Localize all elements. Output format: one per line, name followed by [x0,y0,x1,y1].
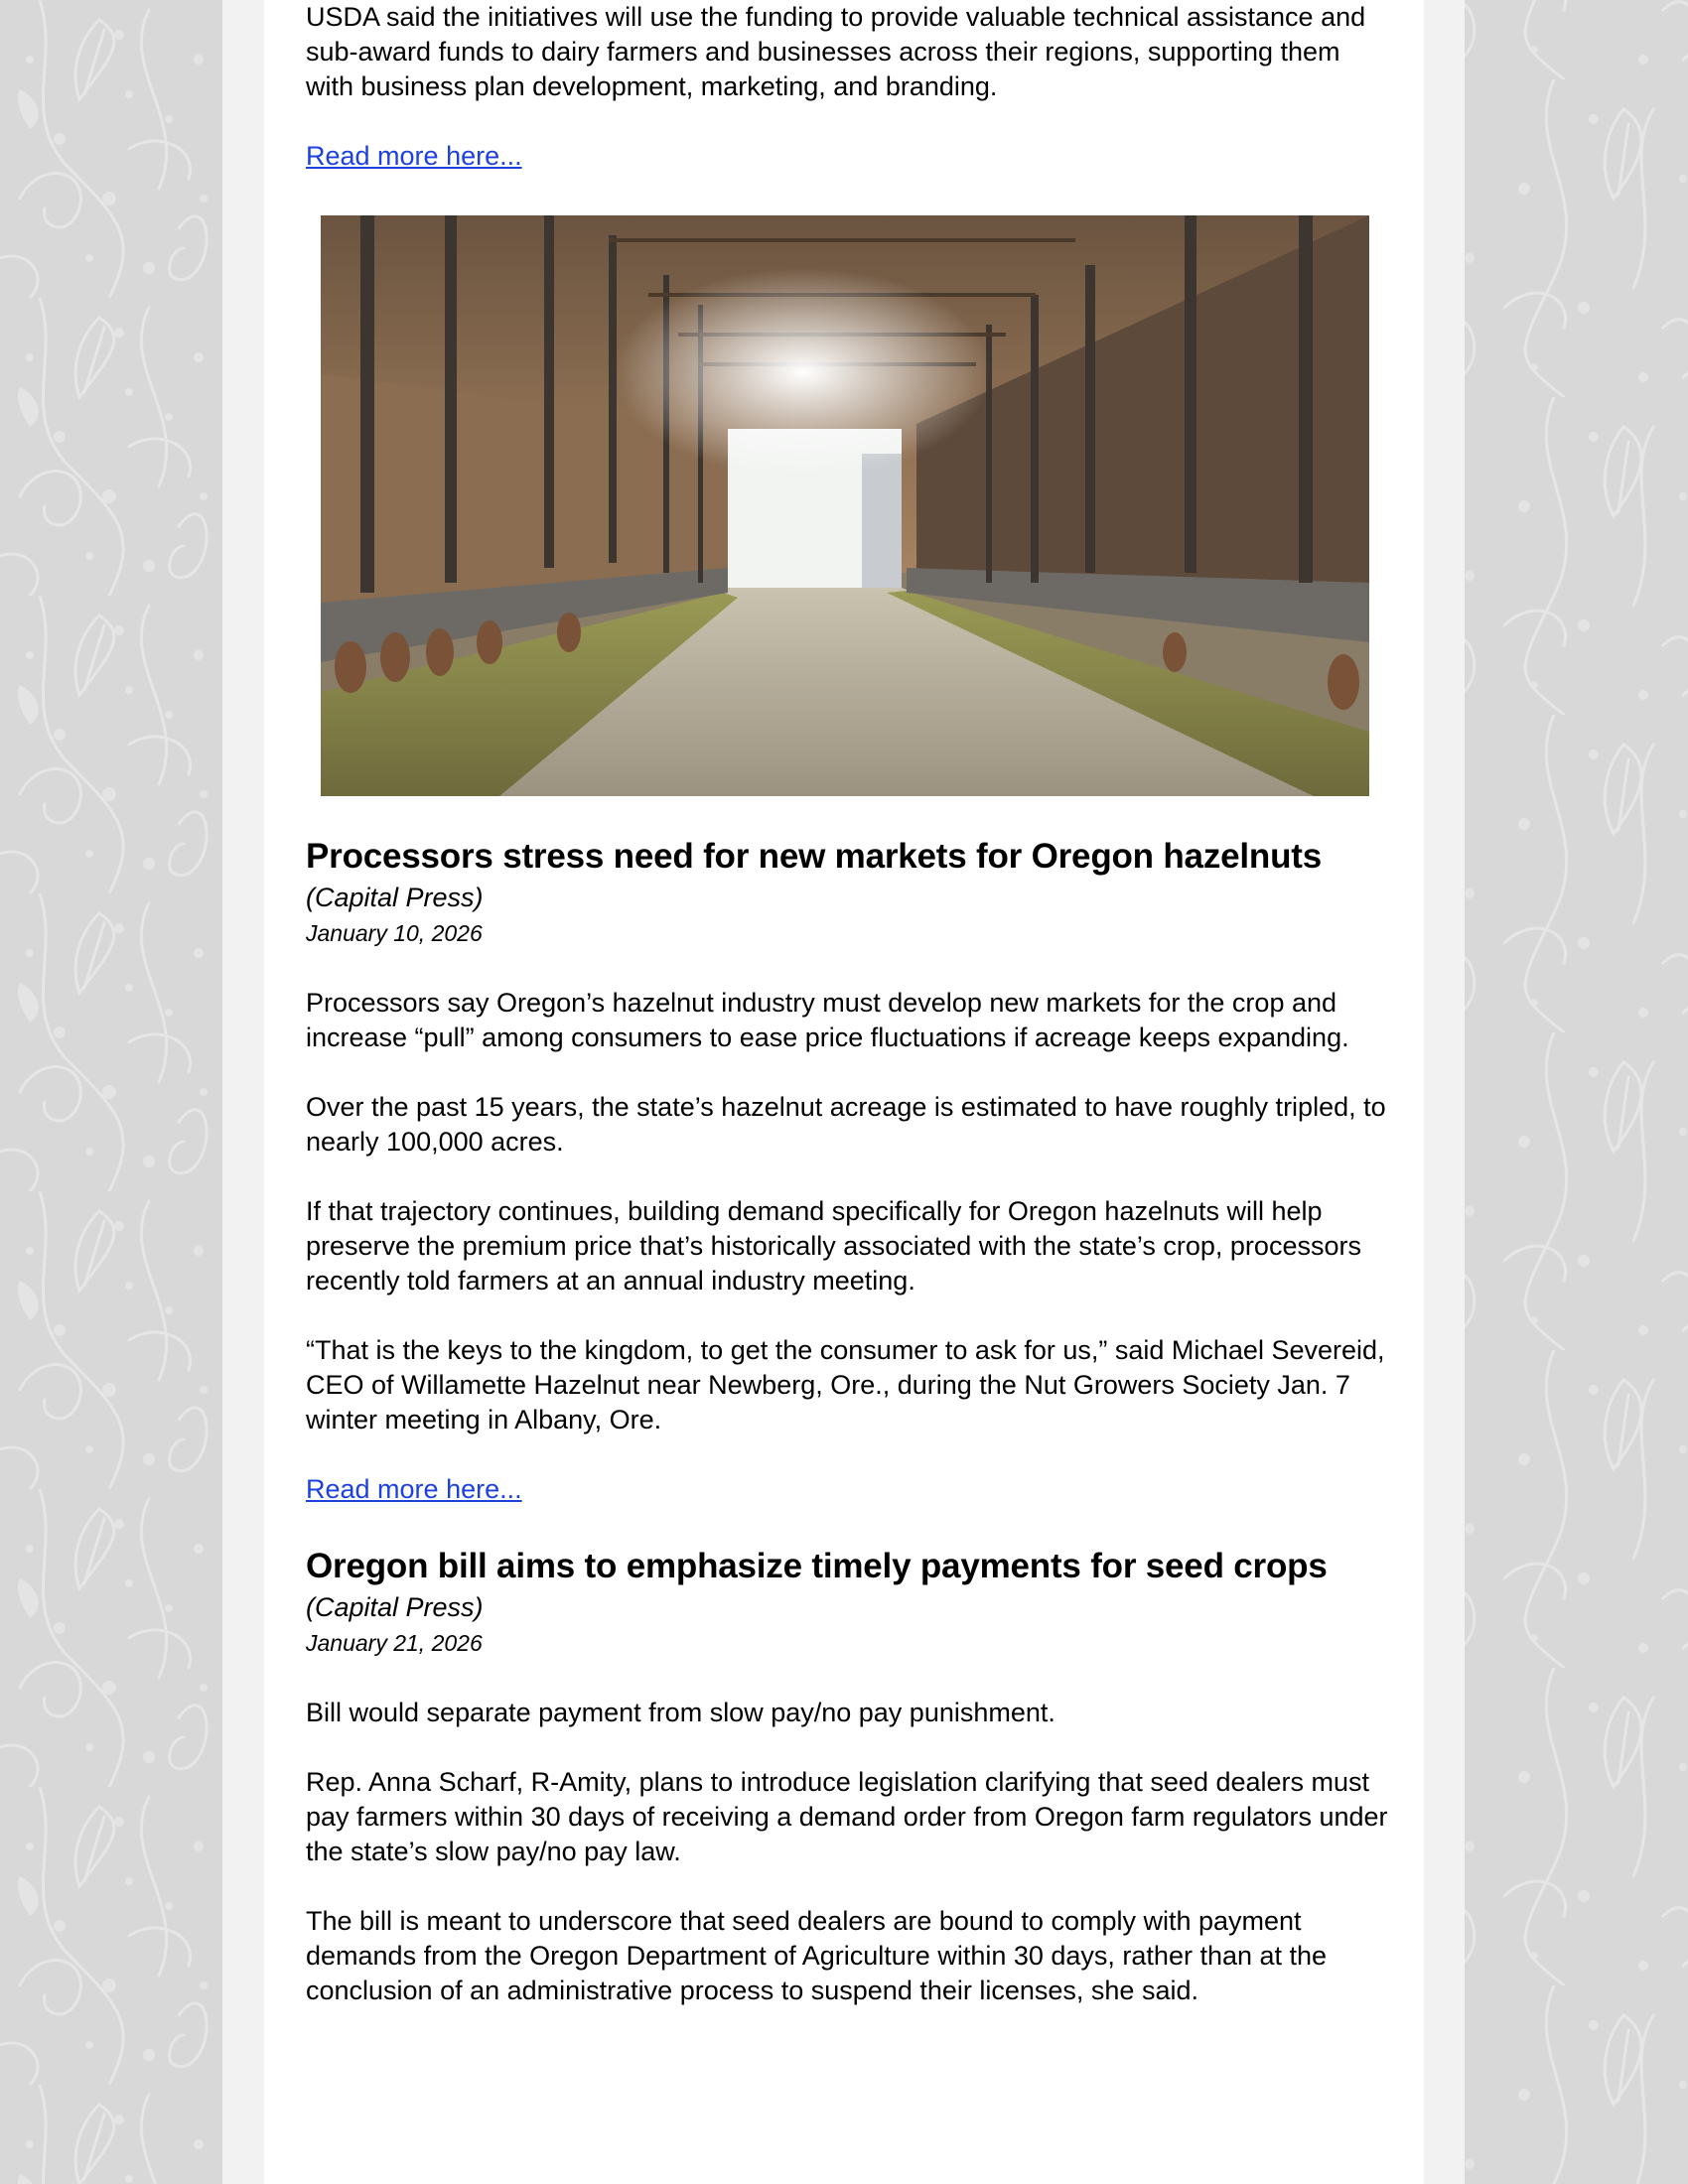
intro-paragraph: USDA said the initiatives will use the funding to provide valuable technical assistance and sub-award funds to dairy farmers and businesses across their regions, supporting them with business plan development, marketing, and branding. [306,2,1366,101]
floral-pattern-icon [1465,0,1688,2184]
article-headline: Oregon bill aims to emphasize timely payments for seed crops [306,1547,1328,1585]
barn-image-icon [321,215,1369,796]
article-date: January 10, 2026 [306,920,483,946]
article-headline: Processors stress need for new markets for Oregon hazelnuts [306,837,1322,876]
article-paragraph: Processors say Oregon’s hazelnut industry must develop new markets for the crop and increase “pull” among consumers to ease price fluctuations if acreage keeps expanding. [306,988,1349,1052]
floral-background-left [0,0,222,2184]
read-more-link[interactable]: Read more here... [306,141,522,171]
article-source: (Capital Press) [306,1592,484,1622]
article-date: January 21, 2026 [306,1630,483,1656]
dairy-barn-photo [321,215,1369,796]
read-more-link[interactable]: Read more here... [306,1474,522,1504]
article-paragraph: Over the past 15 years, the state’s hazelnut acreage is estimated to have roughly tripled, to nearly 100,000 acres. [306,1092,1386,1157]
article-paragraph: The bill is meant to underscore that seed dealers are bound to comply with payment demands from the Oregon Department of Agriculture within 30 days, rather than at the conclusion of an administrative process to suspend their licenses, she said. [306,1906,1328,2005]
article-source: (Capital Press) [306,883,484,912]
floral-background-right [1465,0,1688,2184]
newsletter-content [306,0,1388,2008]
article-paragraph: If that trajectory continues, building demand specifically for Oregon hazelnuts will help preserve the premium price that’s historically associated with the state’s crop, processors recently told farmers at an annual industry meeting. [306,1196,1361,1296]
article-paragraph: Rep. Anna Scharf, R-Amity, plans to introduce legislation clarifying that seed dealers must pay farmers within 30 days of receiving a demand order from Oregon farm regulators under the state’s slow pay/no pay law. [306,1767,1388,1866]
floral-pattern-icon [0,0,222,2184]
article-paragraph: Bill would separate payment from slow pay/no pay punishment. [306,1698,1055,1727]
article-paragraph: “That is the keys to the kingdom, to get the consumer to ask for us,” said Michael Severeid, CEO of Willamette Hazelnut near Newberg, Ore., during the Nut Growers Society Jan. 7 winter meeting in Albany, Ore. [306,1335,1385,1434]
